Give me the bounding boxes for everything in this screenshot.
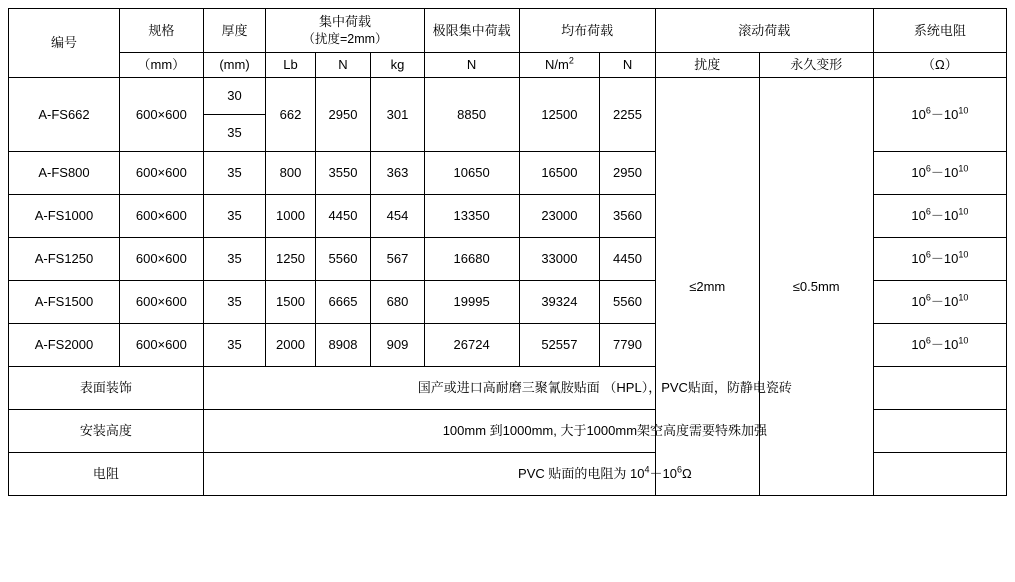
footer-value-resistance [203,453,1006,496]
header-concentrated-load-sub: （扰度=2mm） [302,31,388,46]
header-uniform-nm2 [519,52,600,77]
cell-uniform-n: 3560 [600,195,656,238]
footer-resistance-suffix: Ω [681,466,692,482]
header-row-2 [9,52,1007,77]
cell-code: A-FS2000 [9,324,120,367]
cell-uniform-nm2: 23000 [519,195,600,238]
cell-n: 8908 [315,324,370,367]
cell-lb: 2000 [266,324,315,367]
cell-uniform-nm2: 16500 [519,152,600,195]
resistance-sup-1: 6 [925,335,931,346]
header-uniform-load [519,9,655,53]
header-thickness-unit: (mm) [203,52,266,77]
header-ultimate-load-label: 极限集中荷载 [432,22,511,38]
cell-uniform-n: 5560 [600,281,656,324]
header-spec-unit: （mm） [119,52,203,77]
resistance-base-2: 10 [943,294,959,310]
header-concentrated-load [266,9,424,53]
footer-row-surface [9,367,1007,410]
cell-uniform-n: 7790 [600,324,656,367]
cell-uniform-n: 2950 [600,152,656,195]
cell-system-resistance [873,78,1006,152]
cell-system-resistance [873,238,1006,281]
resistance-sup-2: 10 [958,163,969,174]
cell-kg: 454 [371,195,424,238]
header-uniform-load-label: 均布荷载 [561,22,614,38]
cell-ultimate: 8850 [424,78,519,152]
header-thickness: 厚度 [203,9,266,53]
resistance-base-2: 10 [943,165,959,181]
cell-spec: 600×600 [119,78,203,152]
cell-system-resistance [873,324,1006,367]
cell-thickness: 35 [203,281,266,324]
specification-table [8,8,1007,496]
resistance-sup-1: 6 [925,292,931,303]
cell-n: 6665 [315,281,370,324]
resistance-dash: － [930,337,944,353]
resistance-sup-2: 10 [958,292,969,303]
resistance-base-1: 10 [911,165,926,181]
footer-label-surface: 表面装饰 [9,367,204,410]
cell-ultimate: 13350 [424,195,519,238]
cell-kg: 567 [371,238,424,281]
cell-system-resistance [873,281,1006,324]
resistance-base-2: 10 [943,251,959,267]
cell-thickness-top: 30 [203,78,266,115]
footer-resistance-mid: 10 [662,466,677,482]
header-concentrated-load-title: 集中荷载 [318,14,371,30]
footer-value-surface: 国产或进口高耐磨三聚氰胺贴面 （HPL），PVC贴面，防静电瓷砖 [203,367,1006,410]
footer-resistance-sup-2: 6 [676,464,682,475]
cell-lb: 662 [266,78,315,152]
cell-thickness: 35 [203,152,266,195]
cell-lb: 1000 [266,195,315,238]
cell-code: A-FS1000 [9,195,120,238]
resistance-base-1: 10 [911,337,926,353]
cell-ultimate: 19995 [424,281,519,324]
cell-code: A-FS1500 [9,281,120,324]
resistance-sup-2: 10 [958,206,969,217]
header-rolling-permanent: 永久变形 [759,52,873,77]
footer-row-resistance [9,453,1007,496]
cell-uniform-nm2: 12500 [519,78,600,152]
resistance-sup-1: 6 [925,206,931,217]
cell-kg: 680 [371,281,424,324]
cell-thickness: 35 [203,195,266,238]
cell-rolling-deflection: ≤2mm [655,78,759,496]
resistance-dash: － [930,294,944,310]
cell-thickness-bottom: 35 [203,115,266,152]
header-kg: kg [371,52,424,77]
footer-label-height: 安装高度 [9,410,204,453]
spec-sheet [0,8,1015,582]
cell-lb: 1500 [266,281,315,324]
resistance-sup-1: 6 [925,249,931,260]
cell-uniform-n: 2255 [600,78,656,152]
resistance-dash: － [930,106,944,122]
cell-lb: 800 [266,152,315,195]
cell-system-resistance [873,152,1006,195]
cell-code: A-FS1250 [9,238,120,281]
resistance-sup-2: 10 [958,105,969,116]
cell-lb: 1250 [266,238,315,281]
cell-n: 3550 [315,152,370,195]
resistance-sup-2: 10 [958,249,969,260]
cell-n: 4450 [315,195,370,238]
header-rolling-deflection: 扰度 [655,52,759,77]
cell-uniform-nm2: 39324 [519,281,600,324]
cell-ultimate: 26724 [424,324,519,367]
header-system-resistance: 系统电阻 [873,9,1006,53]
resistance-sup-1: 6 [925,105,931,116]
cell-spec: 600×600 [119,152,203,195]
cell-kg: 363 [371,152,424,195]
header-uniform-n: N [600,52,656,77]
header-resistance-unit: （Ω） [873,52,1006,77]
header-uniform-nm2-sup: 2 [568,55,574,66]
cell-thickness: 35 [203,238,266,281]
resistance-base-1: 10 [911,251,926,267]
header-n: N [315,52,370,77]
cell-spec: 600×600 [119,281,203,324]
cell-ultimate: 10650 [424,152,519,195]
cell-kg: 909 [371,324,424,367]
resistance-base-1: 10 [911,106,926,122]
resistance-sup-1: 6 [925,163,931,174]
footer-resistance-dash: － [649,466,663,482]
header-lb: Lb [266,52,315,77]
footer-row-height [9,410,1007,453]
resistance-dash: － [930,208,944,224]
cell-system-resistance [873,195,1006,238]
header-row-1 [9,9,1007,53]
cell-kg: 301 [371,78,424,152]
footer-value-height: 100mm 到1000mm, 大于1000mm架空高度需要特殊加强 [203,410,1006,453]
resistance-base-1: 10 [911,208,926,224]
footer-resistance-sup-1: 4 [644,464,650,475]
header-spec: 规格 [119,9,203,53]
cell-uniform-nm2: 33000 [519,238,600,281]
footer-label-resistance: 电阻 [9,453,204,496]
resistance-dash: － [930,251,944,267]
resistance-base-2: 10 [943,208,959,224]
header-ultimate-unit: N [424,52,519,77]
cell-spec: 600×600 [119,324,203,367]
cell-code: A-FS800 [9,152,120,195]
cell-n: 5560 [315,238,370,281]
cell-ultimate: 16680 [424,238,519,281]
cell-code: A-FS662 [9,78,120,152]
resistance-base-2: 10 [943,337,959,353]
header-uniform-nm2-base: N/m [544,57,569,73]
header-ultimate-load [424,9,519,53]
header-code: 编号 [9,9,120,78]
cell-uniform-n: 4450 [600,238,656,281]
header-rolling-load: 滚动荷载 [655,9,873,53]
resistance-base-2: 10 [943,106,959,122]
cell-rolling-permanent: ≤0.5mm [759,78,873,496]
cell-n: 2950 [315,78,370,152]
resistance-base-1: 10 [911,294,926,310]
table-row [9,78,1007,115]
resistance-sup-2: 10 [958,335,969,346]
cell-thickness: 35 [203,324,266,367]
cell-spec: 600×600 [119,238,203,281]
cell-spec: 600×600 [119,195,203,238]
cell-uniform-nm2: 52557 [519,324,600,367]
resistance-dash: － [930,165,944,181]
footer-resistance-prefix: PVC 贴面的电阻为 10 [518,466,645,482]
